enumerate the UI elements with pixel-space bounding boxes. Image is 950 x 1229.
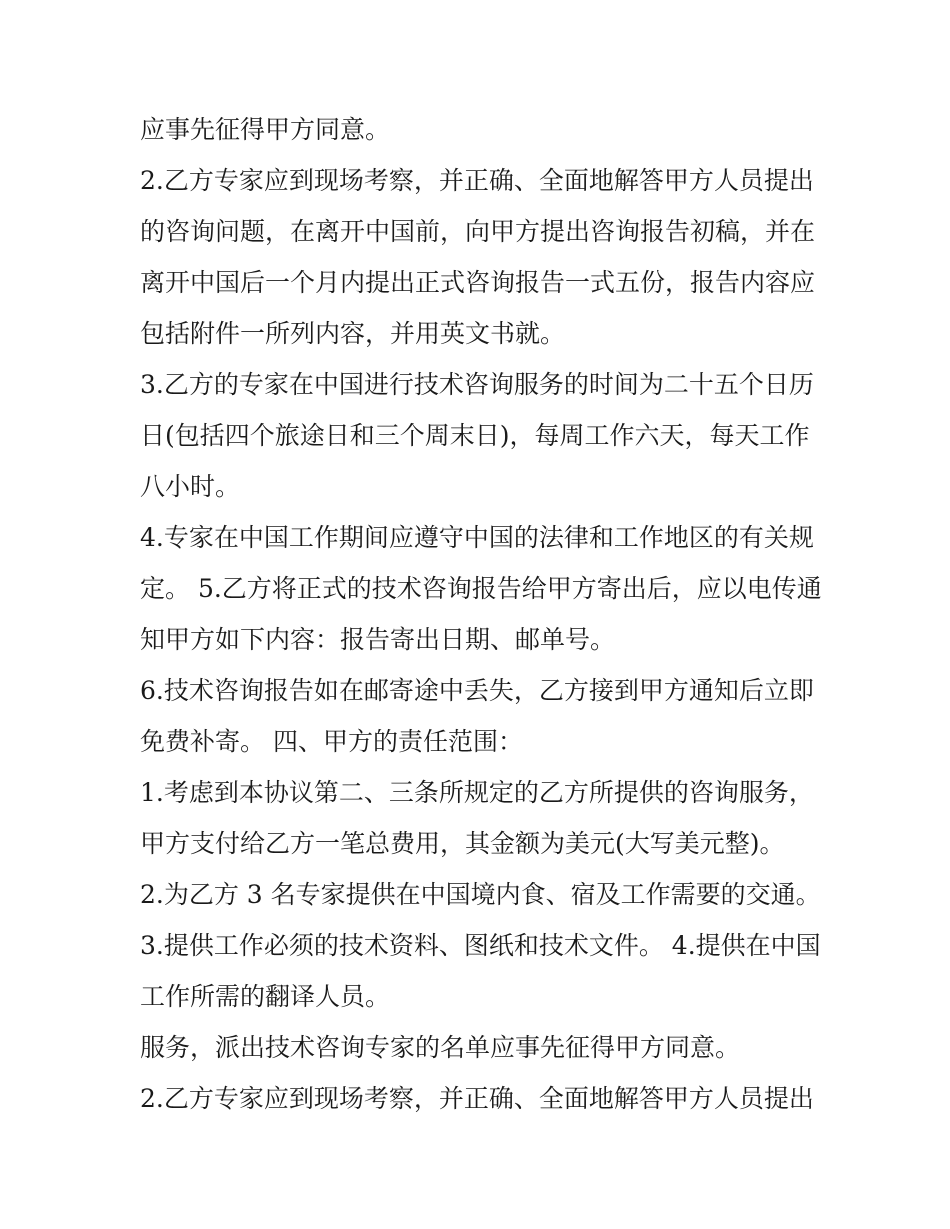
- text-line: 八小时。: [140, 472, 241, 501]
- text-line: 工作所需的翻译人员。: [140, 982, 391, 1011]
- text-line: 2.乙方专家应到现场考察，并正确、全面地解答甲方人员提出: [140, 1084, 814, 1113]
- text-line: 3.乙方的专家在中国进行技术咨询服务的时间为二十五个日历: [140, 370, 814, 399]
- text-line: 离开中国后一个月内提出正式咨询报告一式五份，报告内容应: [140, 268, 816, 297]
- text-line: 的咨询问题，在离开中国前，向甲方提出咨询报告初稿，并在: [140, 217, 816, 246]
- text-line: 3.提供工作必须的技术资料、图纸和技术文件。 4.提供在中国: [140, 931, 821, 960]
- text-line: 6.技术咨询报告如在邮寄途中丢失，乙方接到甲方通知后立即: [140, 676, 814, 705]
- text-line: 包括附件一所列内容，并用英文书就。: [140, 319, 566, 348]
- document-body: [140, 104, 830, 1124]
- text-line: 2.为乙方 3 名专家提供在中国境内食、宿及工作需要的交通。: [140, 880, 821, 909]
- text-line: 2.乙方专家应到现场考察，并正确、全面地解答甲方人员提出: [140, 166, 814, 195]
- text-line: 服务，派出技术咨询专家的名单应事先征得甲方同意。: [140, 1033, 741, 1062]
- text-line: 日(包括四个旅途日和三个周末日)，每周工作六天，每天工作: [140, 421, 810, 450]
- text-line: 甲方支付给乙方一笔总费用，其金额为美元(大写美元整)。: [140, 829, 785, 858]
- text-line: 知甲方如下内容：报告寄出日期、邮单号。: [140, 625, 616, 654]
- text-line: 1.考虑到本协议第二、三条所规定的乙方所提供的咨询服务，: [140, 778, 814, 807]
- text-line: 应事先征得甲方同意。: [140, 115, 391, 144]
- text-line: 定。 5.乙方将正式的技术咨询报告给甲方寄出后，应以电传通: [140, 574, 822, 603]
- text-line: 免费补寄。 四、甲方的责任范围：: [140, 727, 523, 756]
- text-line: 4.专家在中国工作期间应遵守中国的法律和工作地区的有关规: [140, 523, 814, 552]
